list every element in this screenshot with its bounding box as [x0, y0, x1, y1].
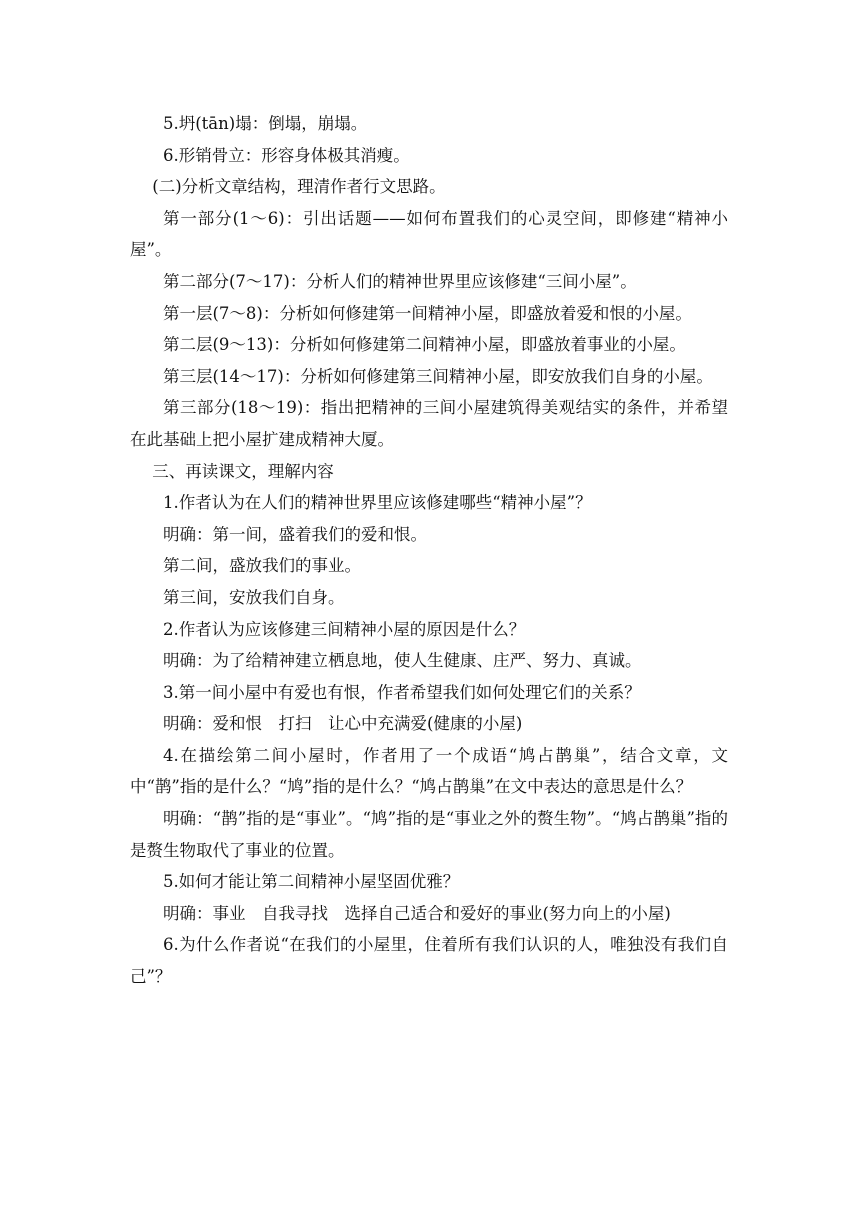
answer-1-line-3: 第三间，安放我们自身。	[163, 587, 345, 607]
question-3: 3.第一间小屋中有爱也有恨，作者希望我们如何处理它们的关系？	[163, 682, 641, 702]
section-heading-structure: (二)分析文章结构，理清作者行文思路。	[152, 177, 446, 197]
structure-layer-3: 第三层(14～17)：分析如何修建第三间精神小屋，即安放我们自身的小屋。	[163, 366, 713, 386]
answer-3: 明确：爱和恨 打扫 让心中充满爱(健康的小屋)	[163, 714, 523, 734]
structure-part-2: 第二部分(7～17)：分析人们的精神世界里应该修建“三间小屋”。	[163, 271, 637, 291]
vocab-item-6: 6.形销骨立：形容身体极其消瘦。	[163, 145, 410, 165]
document-body	[130, 108, 728, 993]
question-4: 4.在描绘第二间小屋时，作者用了一个成语“鸠占鹊巢”，结合文章，文中“鹊”指的是什么？“鸠”指的是什么？“鸠占鹊巢”在文中表达的意思是什么？	[130, 745, 728, 797]
structure-layer-2: 第二层(9～13)：分析如何修建第二间精神小屋，即盛放着事业的小屋。	[163, 335, 686, 355]
question-1: 1.作者认为在人们的精神世界里应该修建哪些“精神小屋”？	[163, 493, 592, 513]
structure-part-3: 第三部分(18～19)：指出把精神的三间小屋建筑得美观结实的条件，并希望在此基础上把小屋扩建成精神大厦。	[130, 398, 728, 449]
answer-1-line-2: 第二间，盛放我们的事业。	[163, 556, 361, 576]
answer-1-line-1: 明确：第一间，盛着我们的爱和恨。	[163, 524, 427, 544]
structure-part-1: 第一部分(1～6)：引出话题——如何布置我们的心灵空间，即修建“精神小屋”。	[130, 208, 728, 260]
section-heading-reread: 三、再读课文，理解内容	[152, 461, 334, 481]
answer-2: 明确：为了给精神建立栖息地，使人生健康、庄严、努力、真诚。	[163, 651, 642, 671]
vocab-item-5: 5.坍(tān)塌：倒塌，崩塌。	[163, 114, 368, 133]
question-2: 2.作者认为应该修建三间精神小屋的原因是什么？	[163, 619, 526, 639]
question-5: 5.如何才能让第二间精神小屋坚固优雅？	[163, 872, 460, 892]
structure-layer-1: 第一层(7～8)：分析如何修建第一间精神小屋，即盛放着爱和恨的小屋。	[163, 303, 692, 323]
answer-5: 明确：事业 自我寻找 选择自己适合和爱好的事业(努力向上的小屋)	[163, 903, 671, 923]
answer-4: 明确：“鹊”指的是“事业”。“鸠”指的是“事业之外的赘生物”。“鸠占鹊巢”指的是赘生物取代了事业的位置。	[130, 809, 728, 860]
question-6: 6.为什么作者说“在我们的小屋里，住着所有我们认识的人，唯独没有我们自己”？	[130, 935, 728, 987]
